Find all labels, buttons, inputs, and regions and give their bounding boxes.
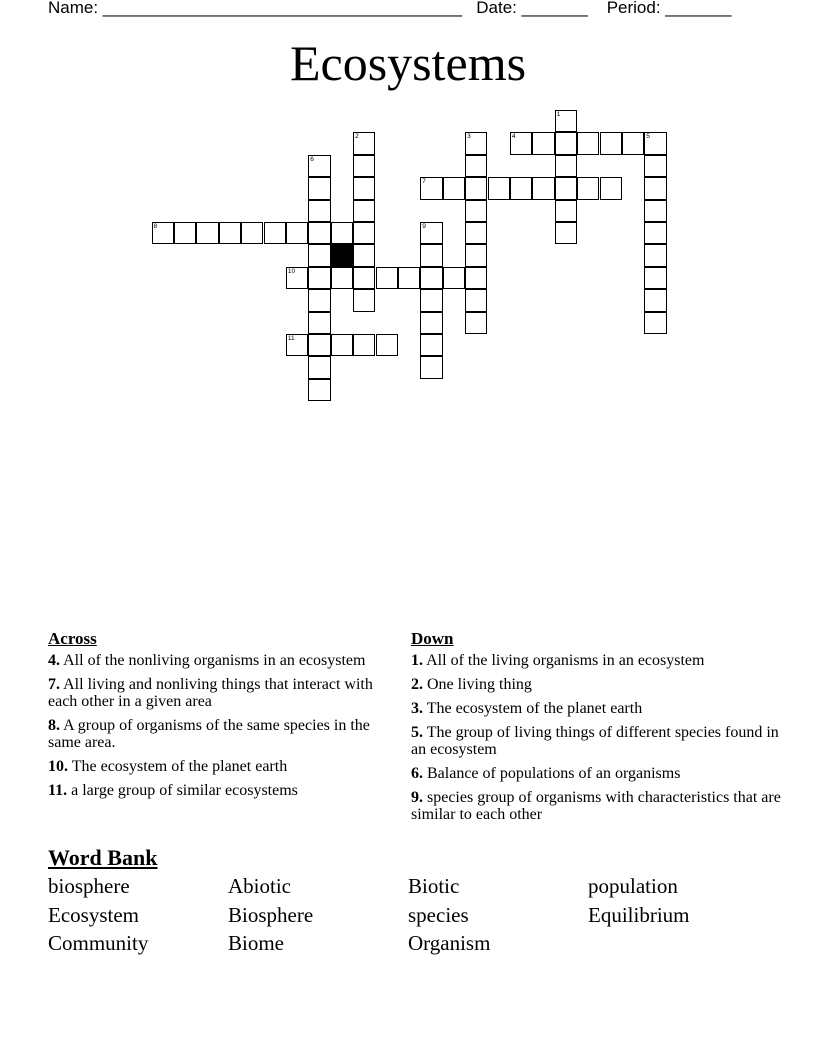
crossword-cell[interactable] bbox=[644, 200, 666, 222]
crossword-cell[interactable] bbox=[174, 222, 196, 244]
word-bank-word: Community bbox=[48, 931, 149, 955]
word-bank-word: Equilibrium bbox=[588, 903, 690, 927]
crossword-cell[interactable] bbox=[600, 177, 622, 199]
crossword-cell[interactable] bbox=[420, 334, 442, 356]
clue-number: 3 bbox=[467, 133, 471, 141]
word-bank-word: Biotic bbox=[408, 874, 460, 898]
crossword-cell[interactable] bbox=[420, 312, 442, 334]
crossword-cell[interactable] bbox=[644, 244, 666, 266]
clue-number: 8 bbox=[153, 223, 158, 230]
crossword-cell[interactable] bbox=[308, 155, 330, 177]
crossword-cell[interactable] bbox=[577, 177, 599, 199]
crossword-cell[interactable] bbox=[331, 267, 353, 289]
crossword-cell[interactable] bbox=[331, 334, 353, 356]
crossword-cell[interactable] bbox=[465, 132, 487, 154]
crossword-cell[interactable] bbox=[353, 244, 375, 266]
crossword-cell[interactable] bbox=[644, 267, 666, 289]
clue-number: 1 bbox=[556, 111, 561, 118]
crossword-cell[interactable] bbox=[600, 132, 622, 154]
crossword-cell[interactable] bbox=[308, 200, 330, 222]
crossword-cell[interactable] bbox=[353, 200, 375, 222]
crossword-cell[interactable] bbox=[420, 244, 442, 266]
clue-number: 7 bbox=[422, 178, 426, 186]
crossword-cell[interactable] bbox=[465, 200, 487, 222]
period-field-label: Period: _______ bbox=[606, 0, 732, 17]
crossword-cell[interactable] bbox=[308, 334, 330, 356]
down-clue: 6. Balance of populations of an organisms bbox=[411, 765, 681, 782]
word-bank-word: Ecosystem bbox=[48, 903, 139, 927]
crossword-cell[interactable] bbox=[353, 155, 375, 177]
word-bank-word: population bbox=[588, 874, 678, 898]
crossword-cell[interactable] bbox=[219, 222, 241, 244]
clue-number: 2 bbox=[355, 133, 359, 141]
crossword-cell[interactable] bbox=[286, 267, 308, 289]
crossword-cell[interactable] bbox=[308, 312, 330, 334]
crossword-cell[interactable] bbox=[376, 267, 398, 289]
crossword-cell[interactable] bbox=[353, 222, 375, 244]
across-clue: 7. All living and nonliving things that interact with each other in a given area bbox=[48, 676, 373, 710]
crossword-cell[interactable] bbox=[510, 132, 532, 154]
down-clue: 9. species group of organisms with characteristics that are similar to each other bbox=[411, 789, 781, 823]
name-field-label: Name: ______________________________________ bbox=[48, 0, 463, 17]
across-clue: 11. a large group of similar ecosystems bbox=[48, 782, 298, 799]
crossword-cell[interactable] bbox=[644, 312, 666, 334]
word-bank-word: Biosphere bbox=[228, 903, 314, 927]
crossword-cell[interactable] bbox=[465, 289, 487, 311]
across-clue: 8. A group of organisms of the same species in the same area. bbox=[48, 717, 370, 751]
crossword-cell[interactable] bbox=[264, 222, 286, 244]
crossword-cell[interactable] bbox=[331, 222, 353, 244]
across-clue: 10. The ecosystem of the planet earth bbox=[48, 758, 288, 775]
crossword-cell[interactable] bbox=[196, 222, 218, 244]
crossword-cell[interactable] bbox=[420, 222, 442, 244]
word-bank-word: Abiotic bbox=[228, 874, 291, 898]
crossword-cell[interactable] bbox=[420, 356, 442, 378]
crossword-cell[interactable] bbox=[644, 289, 666, 311]
crossword-cell[interactable] bbox=[286, 222, 308, 244]
crossword-cell[interactable] bbox=[308, 356, 330, 378]
crossword-cell[interactable] bbox=[420, 177, 442, 199]
crossword-cell[interactable] bbox=[465, 312, 487, 334]
crossword-cell[interactable] bbox=[555, 132, 577, 154]
crossword-cell[interactable] bbox=[532, 177, 554, 199]
crossword-cell[interactable] bbox=[443, 267, 465, 289]
crossword-cell[interactable] bbox=[465, 222, 487, 244]
crossword-cell[interactable] bbox=[644, 177, 666, 199]
crossword-cell[interactable] bbox=[644, 132, 666, 154]
down-clue: 3. The ecosystem of the planet earth bbox=[411, 700, 643, 717]
crossword-cell[interactable] bbox=[465, 267, 487, 289]
crossword-cell[interactable] bbox=[622, 132, 644, 154]
crossword-cell[interactable] bbox=[555, 155, 577, 177]
crossword-cell[interactable] bbox=[644, 155, 666, 177]
across-heading: Across bbox=[48, 629, 97, 648]
crossword-cell[interactable] bbox=[308, 244, 330, 266]
word-bank-word: species bbox=[408, 903, 469, 927]
down-heading: Down bbox=[411, 629, 454, 648]
crossword-grid bbox=[0, 0, 816, 420]
crossword-cell[interactable] bbox=[510, 177, 532, 199]
across-clues bbox=[48, 630, 388, 806]
clue-number: 10 bbox=[287, 267, 296, 275]
crossword-cell[interactable] bbox=[308, 289, 330, 311]
down-clue: 5. The group of living things of different species found in an ecosystem bbox=[411, 724, 779, 758]
crossword-cell[interactable] bbox=[465, 177, 487, 199]
crossword-cell[interactable] bbox=[308, 177, 330, 199]
crossword-cell[interactable] bbox=[376, 334, 398, 356]
page-title: Ecosystems bbox=[289, 35, 527, 91]
down-clues bbox=[411, 630, 781, 830]
clue-number: 9 bbox=[422, 223, 426, 230]
clue-number: 11 bbox=[287, 335, 295, 342]
crossword-cell[interactable] bbox=[353, 267, 375, 289]
crossword-cell[interactable] bbox=[420, 267, 442, 289]
crossword-cell[interactable] bbox=[353, 132, 375, 154]
crossword-cell[interactable] bbox=[465, 244, 487, 266]
crossword-cell[interactable] bbox=[241, 222, 263, 244]
crossword-cell[interactable] bbox=[555, 222, 577, 244]
crossword-cell[interactable] bbox=[465, 155, 487, 177]
word-bank-word: Organism bbox=[408, 931, 491, 955]
down-clue: 1. All of the living organisms in an ecosystem bbox=[411, 652, 705, 669]
across-clue: 4. All of the nonliving organisms in an ecosystem bbox=[48, 652, 366, 669]
crossword-cell[interactable] bbox=[532, 132, 554, 154]
crossword-cell[interactable] bbox=[353, 177, 375, 199]
date-field-label: Date: _______ bbox=[476, 0, 588, 17]
crossword-cell[interactable] bbox=[308, 379, 330, 401]
word-bank-heading: Word Bank bbox=[48, 845, 158, 870]
crossword-cell[interactable] bbox=[555, 200, 577, 222]
crossword-cell[interactable] bbox=[152, 222, 174, 244]
clue-number: 4 bbox=[511, 133, 516, 141]
crossword-cell[interactable] bbox=[577, 132, 599, 154]
word-bank-word: biosphere bbox=[48, 874, 130, 898]
crossword-cell[interactable] bbox=[398, 267, 420, 289]
word-bank-word: Biome bbox=[228, 931, 284, 955]
crossword-cell[interactable] bbox=[644, 222, 666, 244]
crossword-cell[interactable] bbox=[555, 110, 577, 132]
crossword-cell[interactable] bbox=[353, 289, 375, 311]
down-clue: 2. One living thing bbox=[411, 676, 532, 693]
crossword-cell[interactable] bbox=[353, 334, 375, 356]
crossword-cell[interactable] bbox=[488, 177, 510, 199]
crossword-cell[interactable] bbox=[308, 222, 330, 244]
crossword-cell[interactable] bbox=[308, 267, 330, 289]
clue-number: 6 bbox=[310, 155, 314, 163]
crossword-cell[interactable] bbox=[286, 334, 308, 356]
crossword-cell[interactable] bbox=[420, 289, 442, 311]
clue-number: 5 bbox=[646, 133, 650, 141]
crossword-cell[interactable] bbox=[555, 177, 577, 199]
crossword-cell[interactable] bbox=[443, 177, 465, 199]
crossword-block bbox=[331, 244, 353, 266]
